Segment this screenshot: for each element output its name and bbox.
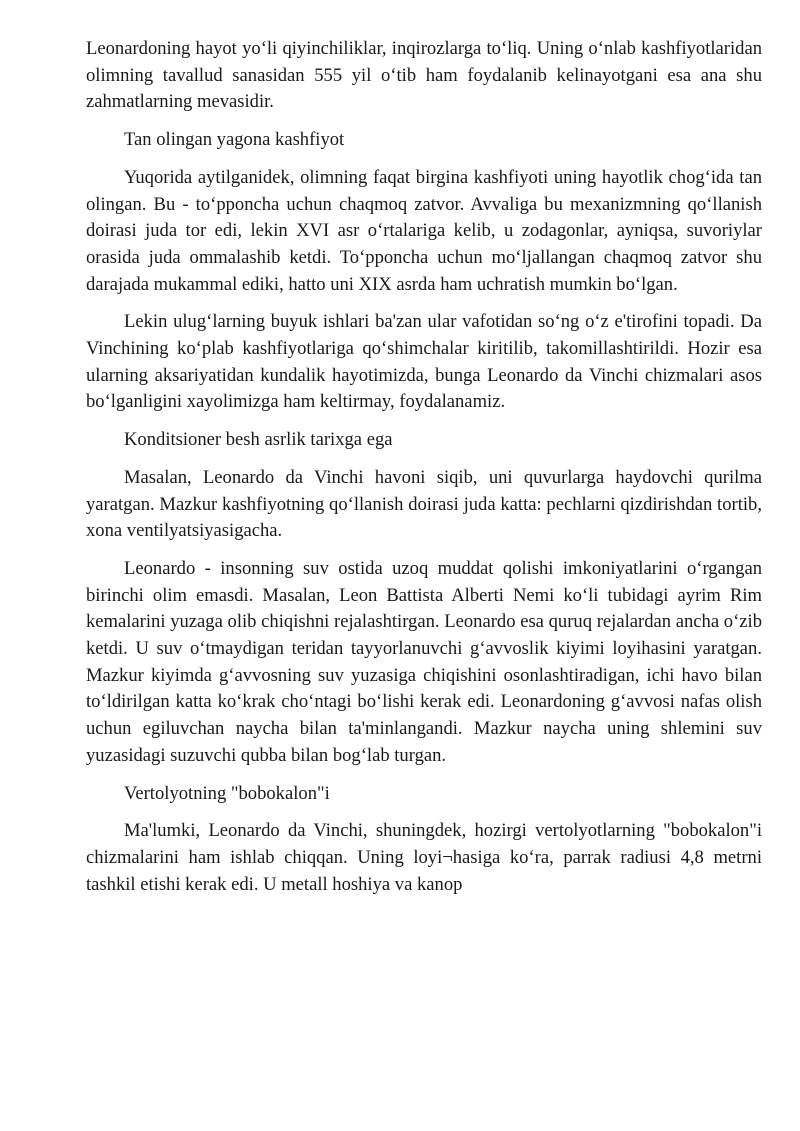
paragraph-diving-suit: Leonardo - insonning suv ostida uzoq muddat qolishi imkoniyatlarini o‘rgangan birinchi olim emasdi. Masalan, Leon Battista Alberti Nemi ko‘li tubidagi ayrim Rim kemalarini yuzaga olib chiqishni rejalashtirgan. Leonardo esa quruq rejalardan ancha o‘zib ketdi. U suv o‘tmaydigan teridan tayyorlanuvchi g‘avvoslik kiyimi loyihasini yaratgan. Mazkur kiyimda g‘avvosning suv yuzasiga chiqishini osonlashtiradigan, ichi havo bilan to‘ldirilgan katta ko‘krak cho‘ntagi bo‘lishi kerak edi. Leonardoning g‘avvosi nafas olish uchun egiluvchan naycha bilan ta'minlangandi. Mazkur naycha uning shlemini suv yuzasidagi suzuvchi qubba bilan bog‘lab turgan. [86,557,762,766]
document-page [86,36,762,909]
section-heading-air-conditioner: Konditsioner besh asrlik tarixga ega [124,429,393,451]
paragraph-flintlock: Yuqorida aytilganidek, olimning faqat birgina kashfiyoti uning hayotlik chog‘ida tan olingan. Bu - to‘pponcha uchun chaqmoq zatvor. Avvaliga bu mexanizmning qo‘llanish doirasi juda tor edi, lekin XVI asr o‘rtalariga kelib, u zodagonlar, ayniqsa, suvoriylar orasida juda ommalashib ketdi. To‘pponcha uchun mo‘ljallangan chaqmoq zatvor shu darajada mukammal ediki, hatto uni XIX asrda ham uchratish mumkin bo‘lgan. [86,166,762,295]
paragraph-air-compressor: Masalan, Leonardo da Vinchi havoni siqib, uni quvurlarga haydovchi qurilma yaratgan. Mazkur kashfiyotning qo‘llanish doirasi juda katta: pechlarni qizdirishdan tortib, xona ventilyatsiyasigacha. [86,466,762,542]
paragraph-intro: Leonardoning hayot yo‘li qiyinchiliklar, inqirozlarga to‘liq. Uning o‘nlab kashfiyotlaridan olimning tavallud sanasidan 555 yil o‘tib ham foydalanib kelinayotgani esa ana shu zahmatlarning mevasidir. [86,38,762,113]
paragraph-helicopter: Ma'lumki, Leonardo da Vinchi, shuningdek, hozirgi vertolyotlarning "bobokalon"i chizmalarini ham ishlab chiqqan. Uning loyi¬hasiga ko‘ra, parrak radiusi 4,8 metrni tashkil etishi kerak edi. U metall hoshiya va kanop [86,820,762,895]
section-heading-helicopter-ancestor: Vertolyotning "bobokalon"i [124,782,330,804]
paragraph-posthumous-recognition: Lekin ulug‘larning buyuk ishlari ba'zan ular vafotidan so‘ng o‘z e'tirofini topadi. Da Vinchining ko‘plab kashfiyotlariga qo‘shimchalar kiritilib, takomillashtirildi. Hozir esa ularning aksariyatidan kundalik hayotimizda, bunga Leonardo da Vinchi chizmalari asos bo‘lganligini xayolimizga ham keltirmay, foydalanamiz. [86,311,762,413]
section-heading-only-recognized-invention: Tan olingan yagona kashfiyot [124,129,345,151]
